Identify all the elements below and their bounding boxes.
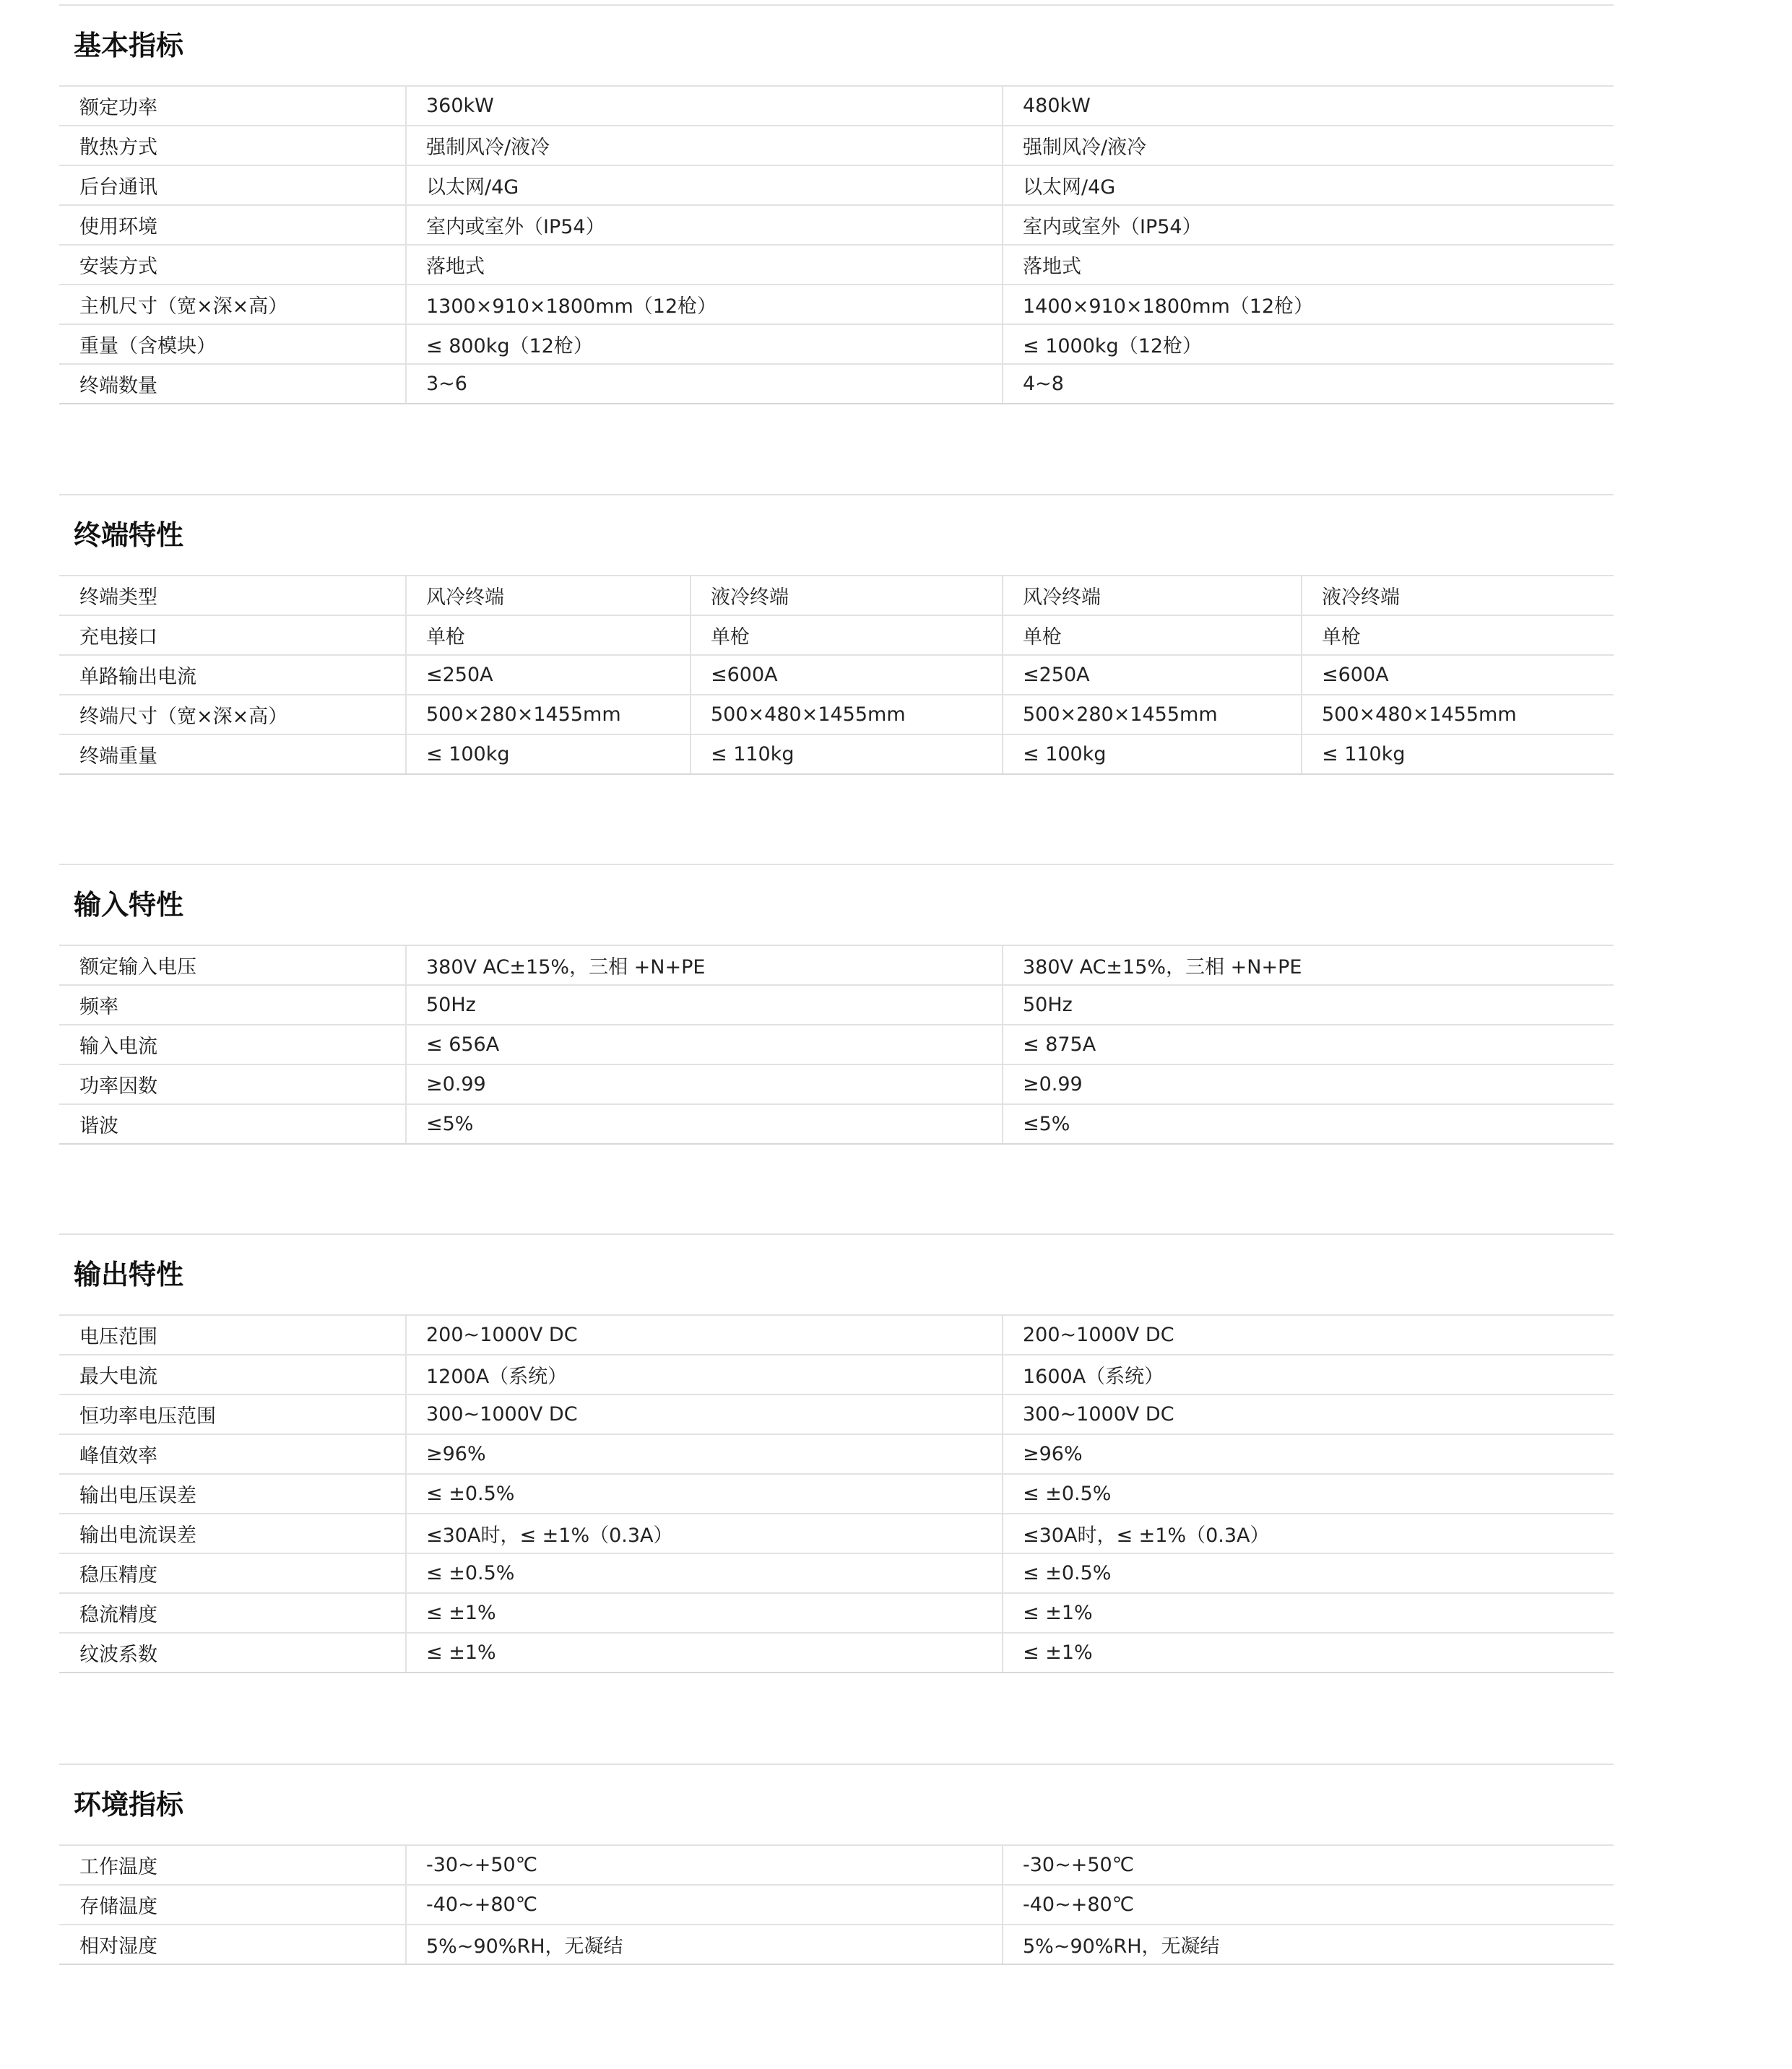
table-row: [59, 324, 1614, 364]
table-row: [59, 734, 1614, 774]
cell-value: 单枪: [1003, 615, 1302, 655]
row-label: 安装方式: [59, 245, 406, 285]
cell-value: ≤ ±1%: [1003, 1633, 1614, 1673]
cell-value: 5%~90%RH，无凝结: [406, 1925, 1003, 1964]
cell-value: 5%~90%RH，无凝结: [1003, 1925, 1614, 1964]
table-row: [59, 364, 1614, 404]
row-label: 最大电流: [59, 1355, 406, 1394]
cell-value: 单枪: [406, 615, 691, 655]
row-label: 纹波系数: [59, 1633, 406, 1673]
cell-value: ≤600A: [691, 655, 1003, 695]
cell-value: ≤ 100kg: [1003, 734, 1302, 774]
cell-value: 1300×910×1800mm（12枪）: [406, 285, 1003, 324]
table-row: [59, 1355, 1614, 1394]
cell-value: 480kW: [1003, 86, 1614, 126]
spec-table: [59, 85, 1614, 404]
row-label: 输出电压误差: [59, 1474, 406, 1514]
cell-value: 380V AC±15%，三相 +N+PE: [1003, 945, 1614, 985]
row-label: 功率因数: [59, 1064, 406, 1104]
row-label: 使用环境: [59, 205, 406, 245]
cell-value: ≤ ±1%: [406, 1593, 1003, 1633]
cell-value: ≤ 875A: [1003, 1025, 1614, 1064]
cell-value: 室内或室外（IP54）: [406, 205, 1003, 245]
section-title: 输入特性: [74, 889, 184, 921]
row-label: 重量（含模块）: [59, 324, 406, 364]
table-row: [59, 1394, 1614, 1434]
cell-value: ≥0.99: [1003, 1064, 1614, 1104]
cell-value: 以太网/4G: [406, 165, 1003, 205]
table-row: [59, 1514, 1614, 1553]
row-label: 单路输出电流: [59, 655, 406, 695]
cell-value: 200~1000V DC: [406, 1315, 1003, 1355]
section-title: 终端特性: [74, 519, 184, 551]
cell-value: ≤ ±1%: [1003, 1593, 1614, 1633]
cell-value: 落地式: [406, 245, 1003, 285]
table-row: [59, 1025, 1614, 1064]
cell-value: 500×280×1455mm: [1003, 695, 1302, 734]
cell-value: ≤ 110kg: [1302, 734, 1614, 774]
cell-value: ≤ ±0.5%: [1003, 1553, 1614, 1593]
cell-value: -40~+80℃: [406, 1885, 1003, 1925]
cell-value: 液冷终端: [691, 576, 1003, 615]
row-label: 稳流精度: [59, 1593, 406, 1633]
table-row: [59, 1593, 1614, 1633]
table-row: [59, 165, 1614, 205]
cell-value: 风冷终端: [406, 576, 691, 615]
table-row: [59, 1315, 1614, 1355]
cell-value: ≤ ±0.5%: [1003, 1474, 1614, 1514]
row-label: 额定输入电压: [59, 945, 406, 985]
table-row: [59, 205, 1614, 245]
row-label: 后台通讯: [59, 165, 406, 205]
table-row: [59, 86, 1614, 126]
row-label: 工作温度: [59, 1845, 406, 1885]
table-row: [59, 1633, 1614, 1673]
row-label: 存储温度: [59, 1885, 406, 1925]
row-label: 频率: [59, 985, 406, 1025]
table-row: [59, 1553, 1614, 1593]
cell-value: ≤ 1000kg（12枪）: [1003, 324, 1614, 364]
table-row: [59, 576, 1614, 615]
cell-value: ≤250A: [406, 655, 691, 695]
table-row: [59, 1104, 1614, 1144]
cell-value: 200~1000V DC: [1003, 1315, 1614, 1355]
cell-value: 单枪: [1302, 615, 1614, 655]
cell-value: 强制风冷/液冷: [406, 126, 1003, 165]
cell-value: 300~1000V DC: [1003, 1394, 1614, 1434]
cell-value: 1600A（系统）: [1003, 1355, 1614, 1394]
row-label: 输入电流: [59, 1025, 406, 1064]
table-row: [59, 1845, 1614, 1885]
section-environment: [59, 1764, 1614, 1965]
cell-value: 50Hz: [1003, 985, 1614, 1025]
row-label: 峰值效率: [59, 1434, 406, 1474]
row-label: 输出电流误差: [59, 1514, 406, 1553]
spec-table: [59, 1314, 1614, 1673]
table-row: [59, 615, 1614, 655]
cell-value: 360kW: [406, 86, 1003, 126]
cell-value: -30~+50℃: [406, 1845, 1003, 1885]
cell-value: 液冷终端: [1302, 576, 1614, 615]
spec-table: [59, 945, 1614, 1145]
cell-value: 500×480×1455mm: [1302, 695, 1614, 734]
table-row: [59, 245, 1614, 285]
cell-value: ≤30A时，≤ ±1%（0.3A）: [406, 1514, 1003, 1553]
row-label: 充电接口: [59, 615, 406, 655]
cell-value: 风冷终端: [1003, 576, 1302, 615]
table-row: [59, 1434, 1614, 1474]
spec-table: [59, 575, 1614, 775]
table-row: [59, 285, 1614, 324]
cell-value: 500×280×1455mm: [406, 695, 691, 734]
section-output: [59, 1233, 1614, 1673]
row-label: 稳压精度: [59, 1553, 406, 1593]
cell-value: -40~+80℃: [1003, 1885, 1614, 1925]
cell-value: 室内或室外（IP54）: [1003, 205, 1614, 245]
row-label: 终端尺寸（宽×深×高）: [59, 695, 406, 734]
section-title: 基本指标: [74, 30, 184, 61]
row-label: 谐波: [59, 1104, 406, 1144]
table-row: [59, 1925, 1614, 1964]
cell-value: ≤ ±0.5%: [406, 1474, 1003, 1514]
table-row: [59, 1064, 1614, 1104]
cell-value: ≤ 656A: [406, 1025, 1003, 1064]
row-label: 散热方式: [59, 126, 406, 165]
section-title: 输出特性: [74, 1259, 184, 1291]
table-row: [59, 695, 1614, 734]
cell-value: 4~8: [1003, 364, 1614, 404]
table-row: [59, 655, 1614, 695]
section-title: 环境指标: [74, 1789, 184, 1821]
table-row: [59, 1885, 1614, 1925]
cell-value: 落地式: [1003, 245, 1614, 285]
row-label: 恒功率电压范围: [59, 1394, 406, 1434]
cell-value: ≤30A时，≤ ±1%（0.3A）: [1003, 1514, 1614, 1553]
cell-value: ≤ 800kg（12枪）: [406, 324, 1003, 364]
cell-value: 50Hz: [406, 985, 1003, 1025]
cell-value: ≤5%: [1003, 1104, 1614, 1144]
table-row: [59, 1474, 1614, 1514]
section-input: [59, 864, 1614, 1145]
row-label: 电压范围: [59, 1315, 406, 1355]
row-label: 相对湿度: [59, 1925, 406, 1964]
cell-value: 300~1000V DC: [406, 1394, 1003, 1434]
cell-value: ≤250A: [1003, 655, 1302, 695]
cell-value: 1200A（系统）: [406, 1355, 1003, 1394]
cell-value: ≥0.99: [406, 1064, 1003, 1104]
cell-value: ≥96%: [406, 1434, 1003, 1474]
cell-value: 以太网/4G: [1003, 165, 1614, 205]
cell-value: 3~6: [406, 364, 1003, 404]
section-basic: [59, 4, 1614, 404]
row-label: 终端数量: [59, 364, 406, 404]
cell-value: ≤5%: [406, 1104, 1003, 1144]
cell-value: ≤ 100kg: [406, 734, 691, 774]
cell-value: 单枪: [691, 615, 1003, 655]
cell-value: -30~+50℃: [1003, 1845, 1614, 1885]
row-label: 终端重量: [59, 734, 406, 774]
table-row: [59, 945, 1614, 985]
spec-table: [59, 1844, 1614, 1965]
cell-value: 强制风冷/液冷: [1003, 126, 1614, 165]
cell-value: ≤ ±1%: [406, 1633, 1003, 1673]
cell-value: 1400×910×1800mm（12枪）: [1003, 285, 1614, 324]
row-label: 终端类型: [59, 576, 406, 615]
cell-value: ≤ 110kg: [691, 734, 1003, 774]
row-label: 额定功率: [59, 86, 406, 126]
row-label: 主机尺寸（宽×深×高）: [59, 285, 406, 324]
cell-value: 500×480×1455mm: [691, 695, 1003, 734]
cell-value: ≤ ±0.5%: [406, 1553, 1003, 1593]
section-terminal: [59, 494, 1614, 775]
cell-value: ≤600A: [1302, 655, 1614, 695]
table-row: [59, 126, 1614, 165]
cell-value: 380V AC±15%，三相 +N+PE: [406, 945, 1003, 985]
table-row: [59, 985, 1614, 1025]
cell-value: ≥96%: [1003, 1434, 1614, 1474]
